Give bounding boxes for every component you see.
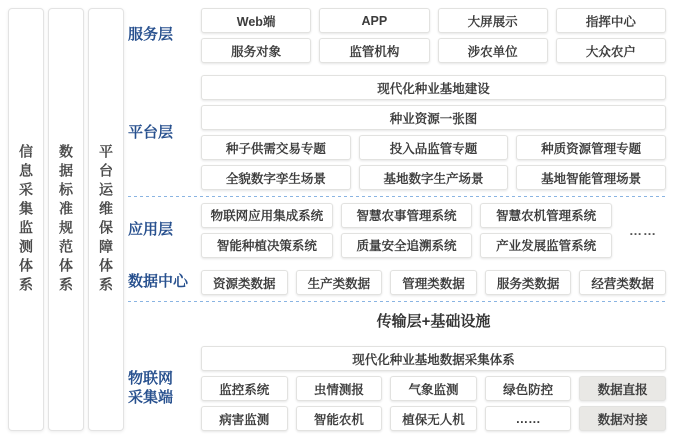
layer-transport bbox=[128, 308, 666, 334]
node-smart-machinery-system: 智慧农机管理系统 bbox=[480, 203, 612, 228]
iot-row-1 bbox=[201, 376, 666, 401]
layer-iot bbox=[128, 346, 666, 431]
layer-platform bbox=[128, 75, 666, 190]
layer-datacenter bbox=[128, 270, 666, 295]
platform-row-1 bbox=[201, 135, 666, 160]
node-smart-management-scene: 基地智能管理场景 bbox=[516, 165, 666, 190]
service-row-1 bbox=[201, 8, 666, 33]
node-production-data: 生产类数据 bbox=[296, 270, 383, 295]
node-industry-supervision-system: 产业发展监管系统 bbox=[480, 233, 612, 258]
node-operation-data: 经营类数据 bbox=[579, 270, 666, 295]
node-bigscreen: 大屏展示 bbox=[438, 8, 548, 33]
node-data-collection-system: 现代化种业基地数据采集体系 bbox=[201, 346, 666, 371]
layer-service bbox=[128, 8, 666, 63]
application-row-2 bbox=[201, 233, 612, 258]
platform-row-2 bbox=[201, 165, 666, 190]
node-monitor-system: 监控系统 bbox=[201, 376, 288, 401]
layer-label-service: 服务层 bbox=[128, 26, 174, 44]
node-seed-base-construction: 现代化种业基地建设 bbox=[201, 75, 666, 100]
layer-label-platform: 平台层 bbox=[128, 123, 174, 141]
node-agri-unit: 涉农单位 bbox=[438, 38, 548, 63]
node-plant-protection-drone: 植保无人机 bbox=[390, 406, 477, 431]
layer-label-application: 应用层 bbox=[128, 220, 174, 238]
application-row-1 bbox=[201, 203, 612, 228]
node-input-supervision-topic: 投入品监管专题 bbox=[359, 135, 509, 160]
node-disease-monitor: 病害监测 bbox=[201, 406, 288, 431]
node-resource-data: 资源类数据 bbox=[201, 270, 288, 295]
pillar-info-collection bbox=[8, 8, 44, 431]
transport-label: 传输层+基础设施 bbox=[376, 313, 491, 331]
pillar-label: 平台运维保障体系 bbox=[98, 143, 114, 296]
vertical-pillars bbox=[8, 8, 124, 431]
node-command-center: 指挥中心 bbox=[556, 8, 666, 33]
node-green-prevention: 绿色防控 bbox=[485, 376, 572, 401]
node-app: APP bbox=[319, 8, 429, 33]
layer-label-datacenter: 数据中心 bbox=[128, 273, 189, 291]
node-pest-report: 虫情测报 bbox=[296, 376, 383, 401]
service-row-2 bbox=[201, 38, 666, 63]
node-weather-monitor: 气象监测 bbox=[390, 376, 477, 401]
application-ellipsis: …… bbox=[629, 222, 657, 238]
layer-label-iot: 物联网 采集端 bbox=[128, 369, 174, 406]
node-farmers: 大众农户 bbox=[556, 38, 666, 63]
node-data-interconnect: 数据对接 bbox=[579, 406, 666, 431]
node-data-direct-report: 数据直报 bbox=[579, 376, 666, 401]
pillar-platform-ops bbox=[88, 8, 124, 431]
pillar-label: 数据标准规范体系 bbox=[58, 143, 74, 296]
node-regulator: 监管机构 bbox=[319, 38, 429, 63]
iot-ellipsis: …… bbox=[485, 406, 572, 431]
node-germplasm-topic: 种质资源管理专题 bbox=[516, 135, 666, 160]
node-web: Web端 bbox=[201, 8, 311, 33]
node-service-target: 服务对象 bbox=[201, 38, 311, 63]
node-iot-integration-system: 物联网应用集成系统 bbox=[201, 203, 333, 228]
datacenter-row bbox=[201, 270, 666, 295]
node-smart-machinery: 智能农机 bbox=[296, 406, 383, 431]
layer-application bbox=[128, 203, 666, 258]
node-service-data: 服务类数据 bbox=[485, 270, 572, 295]
node-digital-twin-scene: 全貌数字孪生场景 bbox=[201, 165, 351, 190]
node-quality-trace-system: 质量安全追溯系统 bbox=[341, 233, 473, 258]
node-smart-farming-system: 智慧农事管理系统 bbox=[341, 203, 473, 228]
pillar-label: 信息采集监测体系 bbox=[18, 143, 34, 296]
node-management-data: 管理类数据 bbox=[390, 270, 477, 295]
pillar-data-standards bbox=[48, 8, 84, 431]
node-planting-decision-system: 智能种植决策系统 bbox=[201, 233, 333, 258]
node-seed-resource-map: 种业资源一张图 bbox=[201, 105, 666, 130]
node-digital-production-scene: 基地数字生产场景 bbox=[359, 165, 509, 190]
iot-row-2 bbox=[201, 406, 666, 431]
node-seed-trade-topic: 种子供需交易专题 bbox=[201, 135, 351, 160]
layers-area bbox=[128, 8, 666, 431]
